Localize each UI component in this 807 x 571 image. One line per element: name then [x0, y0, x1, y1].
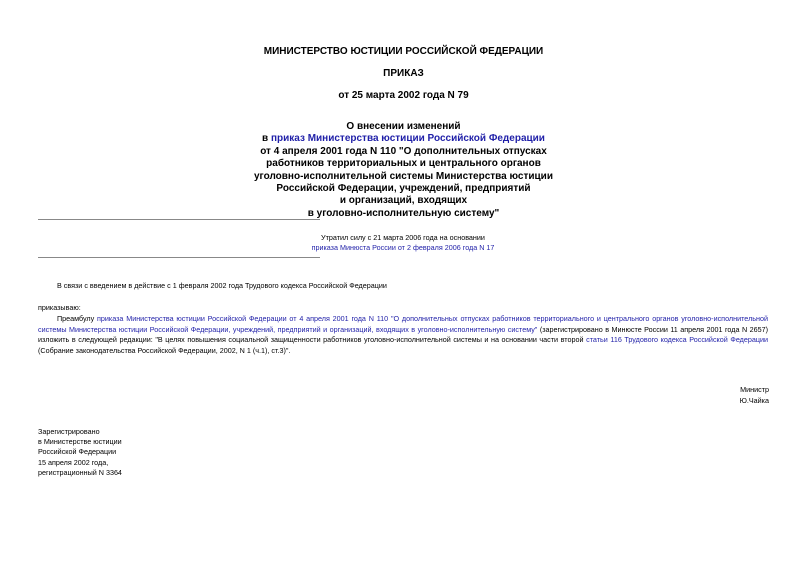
- main-suffix: (Собрание законодательства Российской Федерации, 2002, N 1 (ч.1), ст.3)".: [38, 346, 291, 356]
- document-date-number: от 25 марта 2002 года N 79: [338, 90, 469, 101]
- main-middle-text: (зарегистрировано в Минюсте России 11 апреля 2001 года N 2657) изложить в следующей редакции: "В целях повышения социальной защищенности работников уголовно-исполнительной системы и на основании части второй: [38, 324, 768, 345]
- expiry-basis-link[interactable]: приказа Минюста России от 2 февраля 2006 года N 17: [311, 243, 495, 252]
- document-type-heading: ПРИКАЗ: [383, 68, 424, 79]
- main-prefix: Преамбулу: [57, 314, 97, 323]
- title-line: О внесении изменений: [346, 121, 461, 132]
- labor-code-article-link[interactable]: статьи 116 Трудового кодекса Российской Федерации: [586, 335, 768, 345]
- ministry-heading: МИНИСТЕРСТВО ЮСТИЦИИ РОССИЙСКОЙ ФЕДЕРАЦИИ: [263, 46, 544, 57]
- title-line-prefix: в: [262, 133, 271, 145]
- title-line: в уголовно-исполнительную систему": [307, 207, 500, 219]
- registration-line: 15 апреля 2002 года,: [38, 457, 109, 467]
- registration-line: Зарегистрировано: [38, 427, 100, 436]
- expiry-text: Утратил силу с 21 марта 2006 года на основании: [321, 233, 485, 242]
- document-title: [0, 121, 807, 220]
- signatory-position: Министр: [740, 385, 769, 394]
- signature-block: [740, 384, 769, 406]
- divider: [38, 219, 320, 220]
- title-line: и организаций, входящих: [339, 195, 468, 207]
- expiry-note: [38, 233, 768, 253]
- registration-block: [38, 427, 122, 478]
- title-line: работников территориальных и центрального органов: [266, 158, 541, 170]
- referenced-order-link[interactable]: приказ Министерства юстиции Российской Федерации: [270, 133, 545, 145]
- order-word: приказываю:: [38, 303, 81, 312]
- order-110-link[interactable]: приказа Министерства юстиции Российской Федерации от 4 апреля 2001 года N 110 "О дополнительных отпусках работников территориального и центрального органов уголовно-исполнительной системы Министерства юстиции Российской Федерации, учреждений, предприятий и организаций, входящих в уголовно-исполнительную систему": [38, 314, 768, 334]
- title-line: Российской Федерации, учреждений, предприятий: [276, 183, 531, 195]
- registration-line: в Министерстве юстиции: [38, 437, 122, 447]
- divider: [38, 257, 320, 258]
- title-line: [0, 133, 807, 145]
- registration-line: Российской Федерации: [38, 447, 117, 457]
- title-line: уголовно-исполнительной системы Министерства юстиции: [254, 170, 553, 182]
- title-line: от 4 апреля 2001 года N 110 "О дополнительных отпусках: [260, 145, 547, 157]
- main-paragraph: [38, 314, 768, 357]
- intro-paragraph: В связи с введением в действие с 1 февраля 2002 года Трудового кодекса Российской Федерации: [57, 281, 387, 290]
- signatory-name: Ю.Чайка: [739, 396, 769, 405]
- registration-line: регистрационный N 3364: [38, 467, 122, 477]
